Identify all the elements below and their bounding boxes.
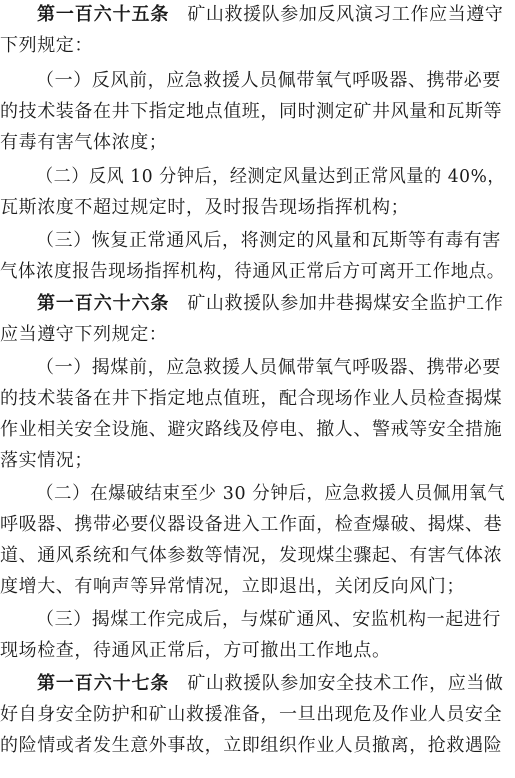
article-166-item-1-line-2: 的技术装备在井下指定地点值班，配合现场作业人员检查揭煤 (0, 388, 503, 409)
article-166-intro-1: 矿山救援队参加井巷揭煤安全监护工作 (187, 293, 504, 314)
article-165-item-2-line-2: 瓦斯浓度不超过规定时，及时报告现场指挥机构； (0, 197, 410, 218)
article-165-intro-2: 下列规定： (0, 35, 93, 56)
article-165-item-2-line-1: （二）反风 10 分钟后，经测定风量达到正常风量的 40%， (36, 166, 506, 187)
article-165-item-1-line-1: （一）反风前，应急救援人员佩带氧气呼吸器、携带必要 (36, 70, 501, 91)
article-167-intro-1: 矿山救援队参加安全技术工作，应当做 (187, 673, 504, 694)
article-166-item-1-line-1: （一）揭煤前，应急救援人员佩带氧气呼吸器、携带必要 (36, 357, 501, 378)
article-167-heading: 第一百六十七条 (37, 673, 170, 694)
article-165-heading: 第一百六十五条 (37, 4, 170, 25)
article-166-item-2-line-3: 道、通风系统和气体参数等情况，发现煤尘骤起、有害气体浓 (0, 545, 503, 566)
article-165-intro-1: 矿山救援队参加反风演习工作应当遵守 (187, 4, 504, 25)
article-167-intro-3: 的险情或者发生意外事故，立即组织作业人员撤离，抢救遇险 (0, 735, 503, 756)
article-165-item-3-line-2: 气体浓度报告现场指挥机构，待通风正常后方可离开工作地点。 (0, 261, 505, 282)
article-166-item-2-line-2: 呼吸器、携带必要仪器设备进入工作面，检查爆破、揭煤、巷 (0, 514, 503, 535)
article-166-item-2-line-1: （二）在爆破结束至少 30 分钟后，应急救援人员佩用氧气 (36, 483, 506, 504)
article-165-item-1-line-2: 的技术装备在井下指定地点值班，同时测定矿井风量和瓦斯等 (0, 101, 503, 122)
article-166-intro-2: 应当遵守下列规定： (0, 324, 168, 345)
article-166-item-3-line-2: 现场检查，待通风正常后，方可撤出工作地点。 (0, 640, 391, 661)
article-166-item-1-line-3: 作业相关安全设施、避灾路线及停电、撤人、警戒等安全措施 (0, 419, 503, 440)
article-166-item-3-line-1: （三）揭煤工作完成后，与煤矿通风、安监机构一起进行 (36, 609, 501, 630)
article-166-item-2-line-4: 度增大、有响声等异常情况，立即退出，关闭反向风门； (0, 576, 465, 597)
article-167-line-1 (37, 671, 504, 697)
article-165-line-1 (37, 2, 504, 28)
article-167-intro-2: 好自身安全防护和矿山救援准备，一旦出现危及作业人员安全 (0, 704, 503, 725)
article-166-item-1-line-4: 落实情况； (0, 450, 93, 471)
article-165-item-3-line-1: （三）恢复正常通风后，将测定的风量和瓦斯等有毒有害 (36, 230, 501, 251)
article-166-line-1 (37, 291, 504, 317)
article-166-heading: 第一百六十六条 (37, 293, 170, 314)
article-165-item-1-line-3: 有毒有害气体浓度； (0, 132, 168, 153)
